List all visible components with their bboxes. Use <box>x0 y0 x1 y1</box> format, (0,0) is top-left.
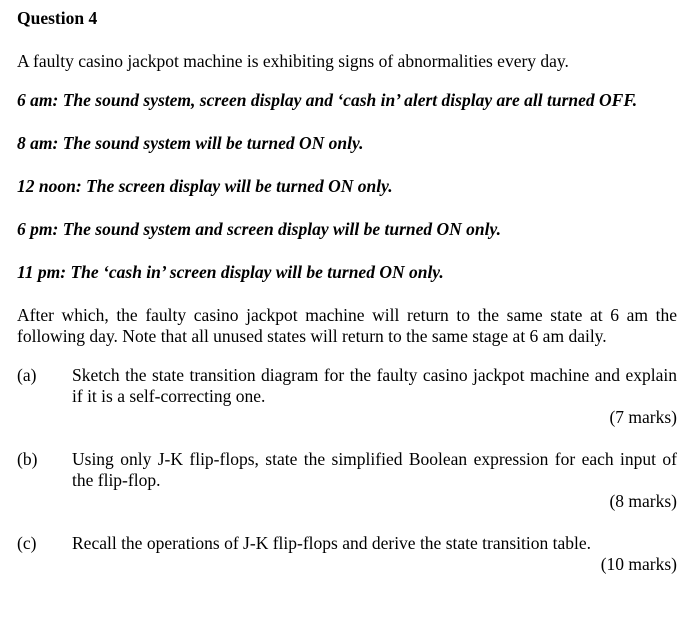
part-c <box>17 533 677 575</box>
part-a-label: (a) <box>17 365 37 385</box>
part-a-marks: (7 marks) <box>609 407 677 427</box>
question-page <box>17 8 677 575</box>
part-a-text: Sketch the state transition diagram for the faulty casino jackpot machine and explain if it is a self-correcting one. <box>72 365 677 406</box>
part-c-marks: (10 marks) <box>600 554 677 574</box>
part-c-label: (c) <box>17 533 37 553</box>
intro-text: A faulty casino jackpot machine is exhibiting signs of abnormalities every day. <box>17 51 569 71</box>
event-12noon: 12 noon: The screen display will be turned ON only. <box>17 176 393 196</box>
question-title: Question 4 <box>17 8 98 28</box>
event-8am: 8 am: The sound system will be turned ON only. <box>17 133 364 153</box>
event-11pm: 11 pm: The ‘cash in’ screen display will be turned ON only. <box>17 262 444 282</box>
part-b <box>17 449 677 512</box>
part-c-text: Recall the operations of J-K flip-flops and derive the state transition table. <box>72 533 592 553</box>
part-a <box>17 365 677 428</box>
after-text: After which, the faulty casino jackpot machine will return to the same state at 6 am the following day. Note that all unused states will return to the same stage at 6 am daily. <box>17 305 677 346</box>
part-b-label: (b) <box>17 449 38 469</box>
event-6pm: 6 pm: The sound system and screen display will be turned ON only. <box>17 219 502 239</box>
part-b-text: Using only J-K flip-flops, state the simplified Boolean expression for each input of the flip-flop. <box>72 449 677 490</box>
part-b-marks: (8 marks) <box>609 491 677 511</box>
event-6am: 6 am: The sound system, screen display and ‘cash in’ alert display are all turned OFF. <box>17 90 638 110</box>
